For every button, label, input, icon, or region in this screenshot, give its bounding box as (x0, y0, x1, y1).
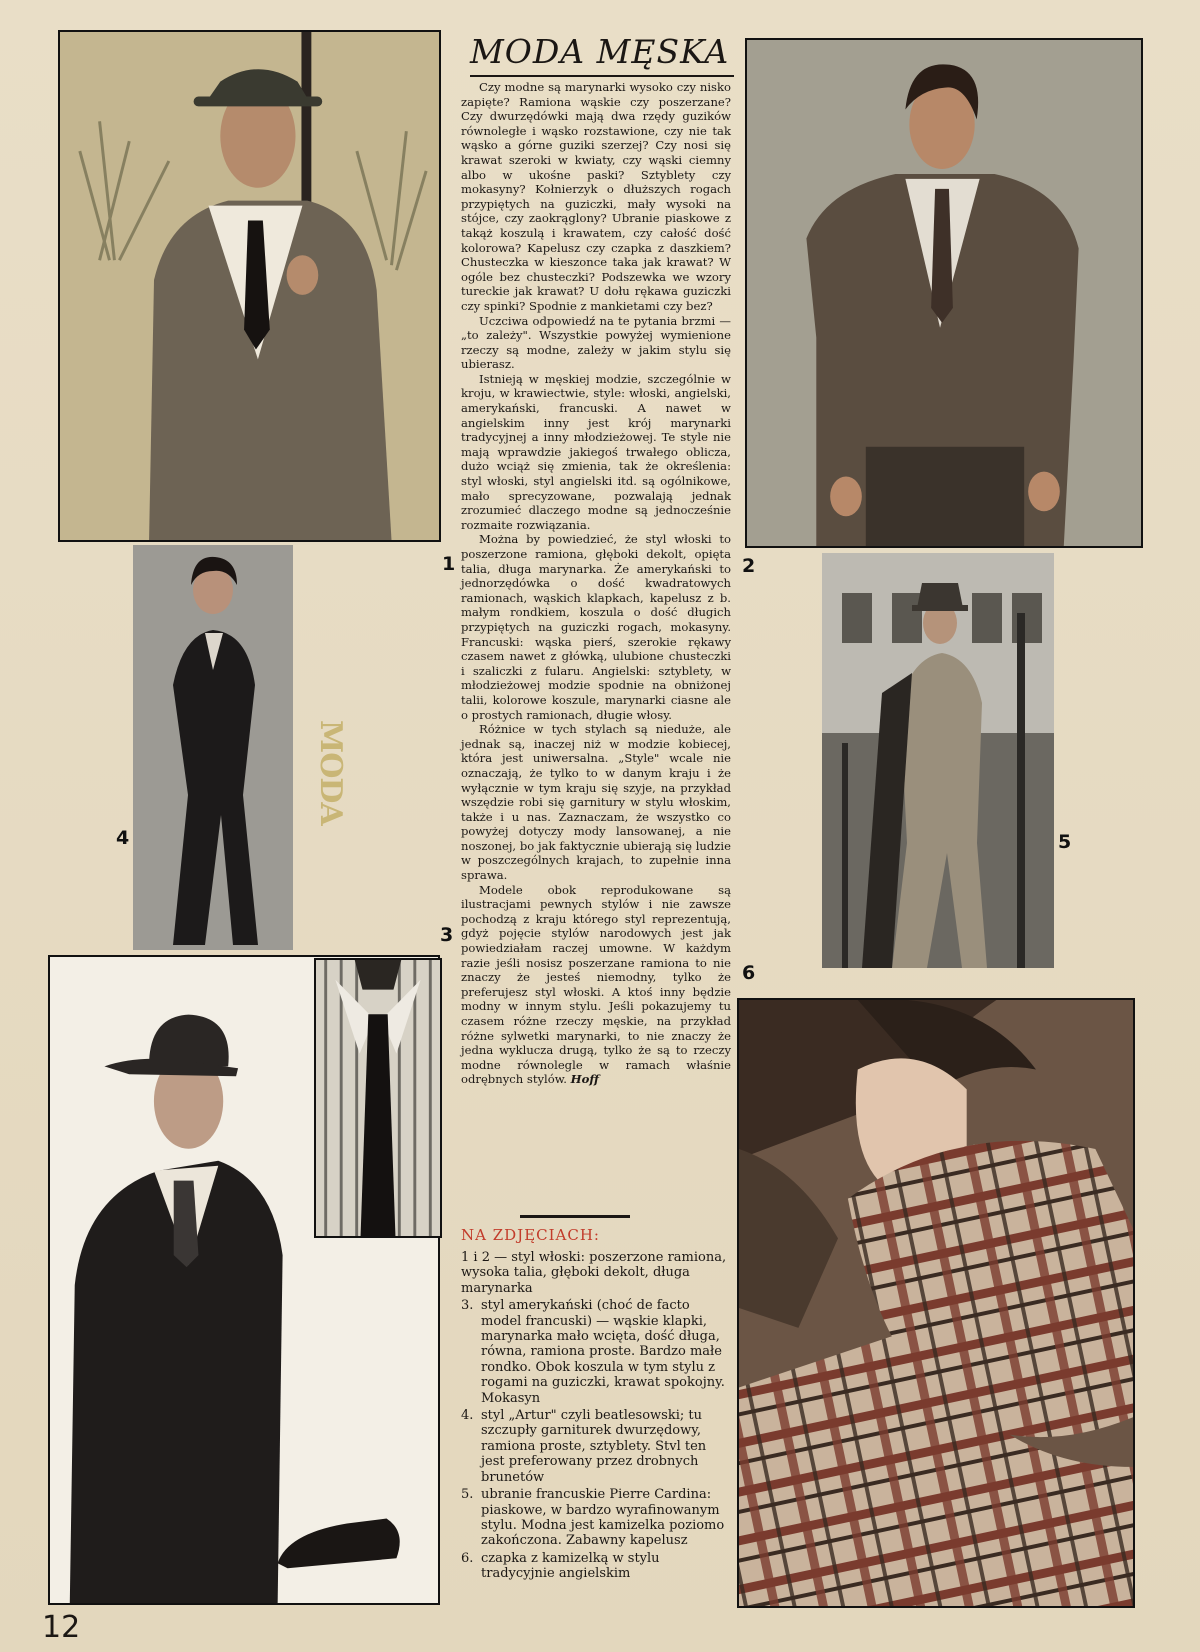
title-rule (470, 75, 734, 77)
captions-list (461, 1250, 733, 1584)
caption-item (461, 1487, 733, 1549)
article-body (461, 80, 731, 1087)
photo-6-english-style (737, 998, 1135, 1608)
caption-text: styl amerykański (choć de facto model francuski) — wąskie klapki, marynarka mało wcięta, dość długa, równa, ramiona proste. Bardzo małe rondko. Obok koszula w tym stylu z rogami na guziczki, krawat spokojny. Mokasyn (481, 1298, 725, 1406)
article-paragraph-text: Modele obok reprodukowane są ilustracjami pewnych stylów i nie zawsze pochodzą z kraju którego styl reprezentują, gdyż pojęcie stylów narodowych jest jak powiedziałam raczej umowne. W każdym razie jeśli nosisz poszerzane ramiona to nie znaczy że jesteś niemodny, tylko że preferujesz styl włoski. A ktoś inny będzie modny w innym stylu. Jeśli pokazujemy tu czasem różne rzeczy męskie, na przykład różne sylwetki marynarki, to nie znaczy że jedna wyklucza drugą, tylko że są to rzeczy modne równolegle w ramach właśnie odrębnych stylów. (461, 882, 731, 1087)
photo-number-6: 6 (742, 962, 756, 984)
article-paragraph: Można by powiedzieć, że styl włoski to poszerzone ramiona, głęboki dekolt, opięta talia, długa marynarka. Że amerykański to jednorzędówka o dość kwadratowych ramionach, wąskich klapkach, kapelusz z b. małym rondkiem, koszula o dość długich przypiętych na guziczki rogach, mokasyny. Francuski: wąska pierś, szerokie rękawy czasem nawet z główką, ulubione chusteczki i szaliczki z fularu. Angielski: sztyblety, w młodzieżowej modzie spodnie na obniżonej talii, kolorowe koszule, marynarki ciasne ale o prostych ramionach, długie włosy. (461, 532, 731, 722)
photo-1-italian-style (58, 30, 441, 542)
vertical-moda-label: MODA (313, 720, 348, 825)
article-paragraph: Uczciwa odpowiedź na te pytania brzmi — „to zależy". Wszystkie powyżej wymienione rzeczy są modne, zależy w jakim stylu się ubierasz. (461, 313, 731, 372)
photo-number-2: 2 (742, 555, 756, 577)
photo-4-beatle-style (133, 545, 293, 950)
caption-item (461, 1551, 733, 1582)
article-paragraph: Istnieją w męskiej modzie, szczególnie w kroju, w krawiectwie, style: włoski, angielski, amerykański, francuski. A nawet w angielskim inny jest krój marynarki tradycyjnej a inny młodzieżowej. Te style nie mają wprawdzie jakiegoś trwałego oblicza, dużo wciąż się zmienia, tak że określenia: styl włoski, styl angielski itd. są ogólnikowe, mało sprecyzowane, pozwalają jednak zrozumieć dlaczego modne są jednocześnie rozmaite rozwiązania. (461, 371, 731, 532)
photo-2-italian-style (745, 38, 1143, 548)
photo-number-5: 5 (1058, 831, 1072, 853)
author-signature: Hoff (570, 1072, 599, 1087)
caption-number: 4. (461, 1408, 474, 1424)
photo-3-shirt-detail (314, 958, 442, 1238)
captions-heading: NA ZDJĘCIACH: (461, 1226, 600, 1244)
article-paragraph-last (461, 883, 731, 1087)
caption-text: czapka z kamizelką w stylu tradycyjnie angielskim (481, 1550, 660, 1582)
caption-number: 5. (461, 1487, 474, 1503)
photo-number-4: 4 (116, 827, 130, 849)
caption-number: 6. (461, 1550, 474, 1566)
caption-text: ubranie francuskie Pierre Cardina: piaskowe, w bardzo wyrafinowanym stylu. Modna jest kamizelka poziomo zakończona. Zabawny kapelusz (481, 1487, 725, 1549)
article-paragraph: Czy modne są marynarki wysoko czy nisko zapięte? Ramiona wąskie czy poszerzane? Czy dwurzędówki mają dwa rzędy guzików równoległe i wąsko rozstawione, czy nie tak wąsko a górne guziki szerzej? Czy nosi się krawat szeroki w kwiaty, czy wąski ciemny albo w ukośne paski? Sztyblety czy mokasyny? Kołnierzyk o dłuższych rogach przypiętych na guziczki, mały wysoki na stójce, czy zaokrąglony? Ubranie piaskowe z takąż koszulą i krawatem, czy całość dość kolorowa? Kapelusz czy czapka z daszkiem? Chusteczka w kieszonce taka jak krawat? W ogóle bez chusteczki? Podszewka we wzory tureckie jak krawat? U dołu rękawa guziczki czy spinki? Spodnie z mankietami czy bez? (461, 80, 731, 313)
photo-number-1: 1 (442, 553, 456, 575)
page-number: 12 (42, 1610, 81, 1645)
article-paragraph: Różnice w tych stylach są nieduże, ale jednak są, inaczej niż w modzie kobiecej, która jest uniwersalna. „Style" wcale nie oznaczają, że tylko to w danym kraju i że wyłącznie w tym kraju się szyje, na przykład wszędzie robi się garnitury w stylu włoskim, także i u nas. Zaznaczam, że wszystko co powyżej dotyczy mody lansowanej, a nie noszonej, bo jak faktycznie ubierają się ludzie w poszczególnych krajach, to zupełnie inna sprawa. (461, 722, 731, 883)
caption-number: 3. (461, 1298, 474, 1314)
caption-item (461, 1298, 733, 1406)
article-title: MODA MĘSKA (470, 32, 730, 71)
photo-number-3: 3 (440, 924, 454, 946)
caption-text: 1 i 2 — styl włoski: poszerzone ramiona, wysoka talia, głęboki dekolt, długa marynarka (461, 1250, 727, 1296)
caption-item (461, 1250, 733, 1296)
caption-item (461, 1408, 733, 1485)
caption-text: styl „Artur" czyli beatlesowski; tu szczupły garniturek dwurzędowy, ramiona proste, sztyblety. Stvl ten jest preferowany przez drobnych brunetów (481, 1408, 707, 1485)
photo-5-french-style (822, 553, 1054, 968)
caption-rule (520, 1215, 630, 1218)
